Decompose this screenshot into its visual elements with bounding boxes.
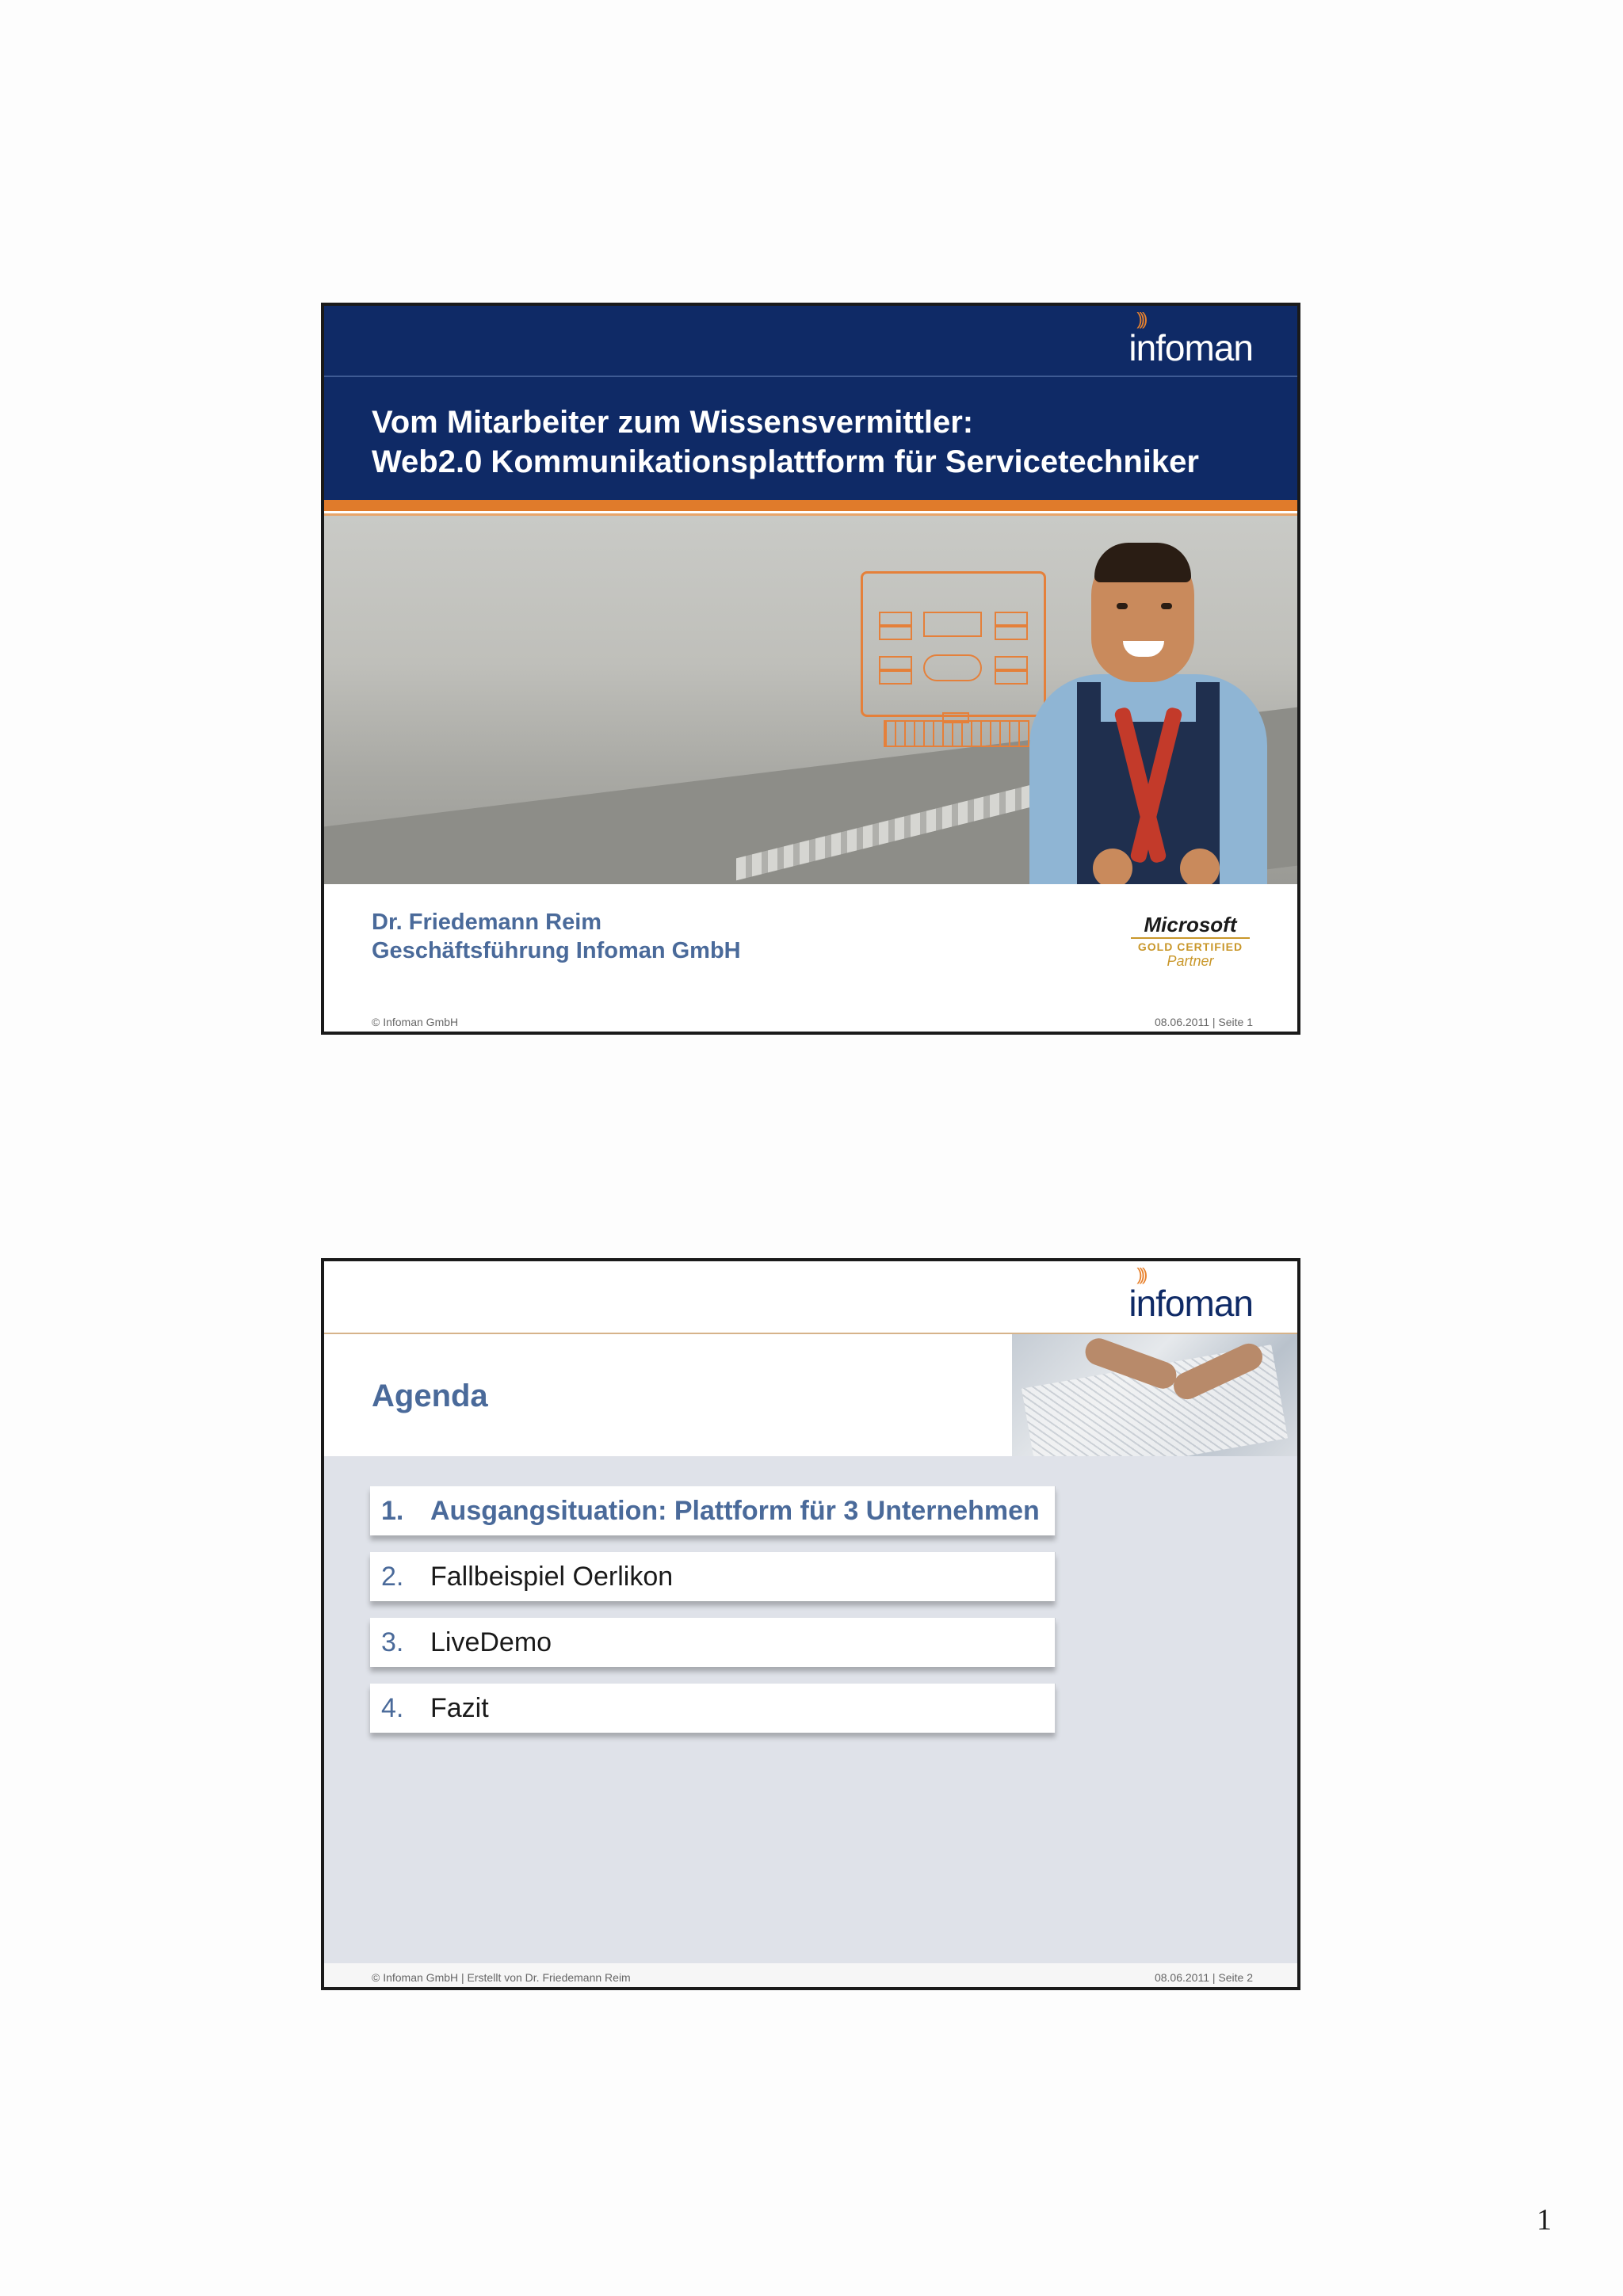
diagram-box bbox=[879, 670, 912, 685]
footer-date-page: 08.06.2011 | Seite 2 bbox=[1154, 1971, 1253, 1984]
agenda-item-2 bbox=[370, 1552, 1056, 1601]
badge-type: Partner bbox=[1167, 953, 1214, 969]
agenda-item-4 bbox=[370, 1684, 1056, 1733]
diagram-box bbox=[879, 626, 912, 640]
infoman-logo: ))) infoman bbox=[1128, 309, 1253, 368]
author-role: Geschäftsführung Infoman GmbH bbox=[372, 938, 741, 963]
footer-copyright: © Infoman GmbH | Erstellt von Dr. Friedemann Reim bbox=[372, 1971, 631, 1984]
technician-photo bbox=[1022, 547, 1283, 884]
agenda-area bbox=[324, 1456, 1297, 1963]
signal-waves-icon: ))) bbox=[1136, 309, 1145, 329]
hand bbox=[1093, 849, 1132, 884]
hair bbox=[1094, 543, 1191, 582]
accent-bar bbox=[324, 500, 1297, 511]
strap bbox=[1196, 682, 1220, 746]
agenda-number: 4. bbox=[381, 1693, 404, 1723]
diagram-keyboard-icon bbox=[884, 720, 1029, 747]
agenda-item-1 bbox=[370, 1486, 1056, 1535]
agenda-label: Ausgangsituation: Plattform für 3 Unternehmen bbox=[430, 1496, 1040, 1526]
strap bbox=[1077, 682, 1101, 746]
footer-date-page: 08.06.2011 | Seite 1 bbox=[1154, 1016, 1253, 1028]
author-name: Dr. Friedemann Reim bbox=[372, 910, 602, 935]
agenda-number: 1. bbox=[381, 1496, 404, 1526]
agenda-number: 2. bbox=[381, 1562, 404, 1592]
slide-2 bbox=[321, 1258, 1300, 1990]
slide-1 bbox=[321, 303, 1300, 1035]
slide-title: Agenda bbox=[372, 1379, 488, 1413]
diagram-box bbox=[879, 656, 912, 670]
page-number: 1 bbox=[1537, 2203, 1552, 2237]
agenda-number: 3. bbox=[381, 1627, 404, 1657]
agenda-label: LiveDemo bbox=[430, 1627, 552, 1657]
agenda-item-3 bbox=[370, 1618, 1056, 1667]
footer-copyright: © Infoman GmbH bbox=[372, 1016, 459, 1028]
agenda-label: Fallbeispiel Oerlikon bbox=[430, 1562, 674, 1592]
title-line-2: Web2.0 Kommunikationsplattform für Servicetechniker bbox=[372, 444, 1199, 479]
diagram-monitor-icon bbox=[861, 571, 1046, 717]
title-line-1: Vom Mitarbeiter zum Wissensvermittler: bbox=[372, 405, 974, 440]
agenda-label: Fazit bbox=[430, 1693, 489, 1723]
microsoft-partner-badge bbox=[1131, 913, 1250, 970]
diagram-box bbox=[879, 612, 912, 626]
author-block bbox=[372, 908, 741, 965]
signal-waves-icon: ))) bbox=[1136, 1264, 1145, 1284]
agenda-photo bbox=[1012, 1334, 1297, 1456]
infoman-logo: ))) infoman bbox=[1128, 1264, 1253, 1324]
slide-footer bbox=[372, 1971, 1253, 1984]
badge-level: GOLD CERTIFIED bbox=[1131, 937, 1250, 953]
badge-brand: Microsoft bbox=[1144, 913, 1237, 936]
slide-title bbox=[372, 402, 1199, 482]
slide-footer bbox=[372, 1016, 1253, 1028]
eye bbox=[1117, 603, 1128, 609]
hand bbox=[1180, 849, 1220, 884]
diagram-box bbox=[923, 612, 982, 637]
title-photo bbox=[324, 516, 1297, 884]
eye bbox=[1161, 603, 1172, 609]
diagram-box bbox=[923, 654, 982, 681]
header-divider bbox=[324, 376, 1297, 377]
